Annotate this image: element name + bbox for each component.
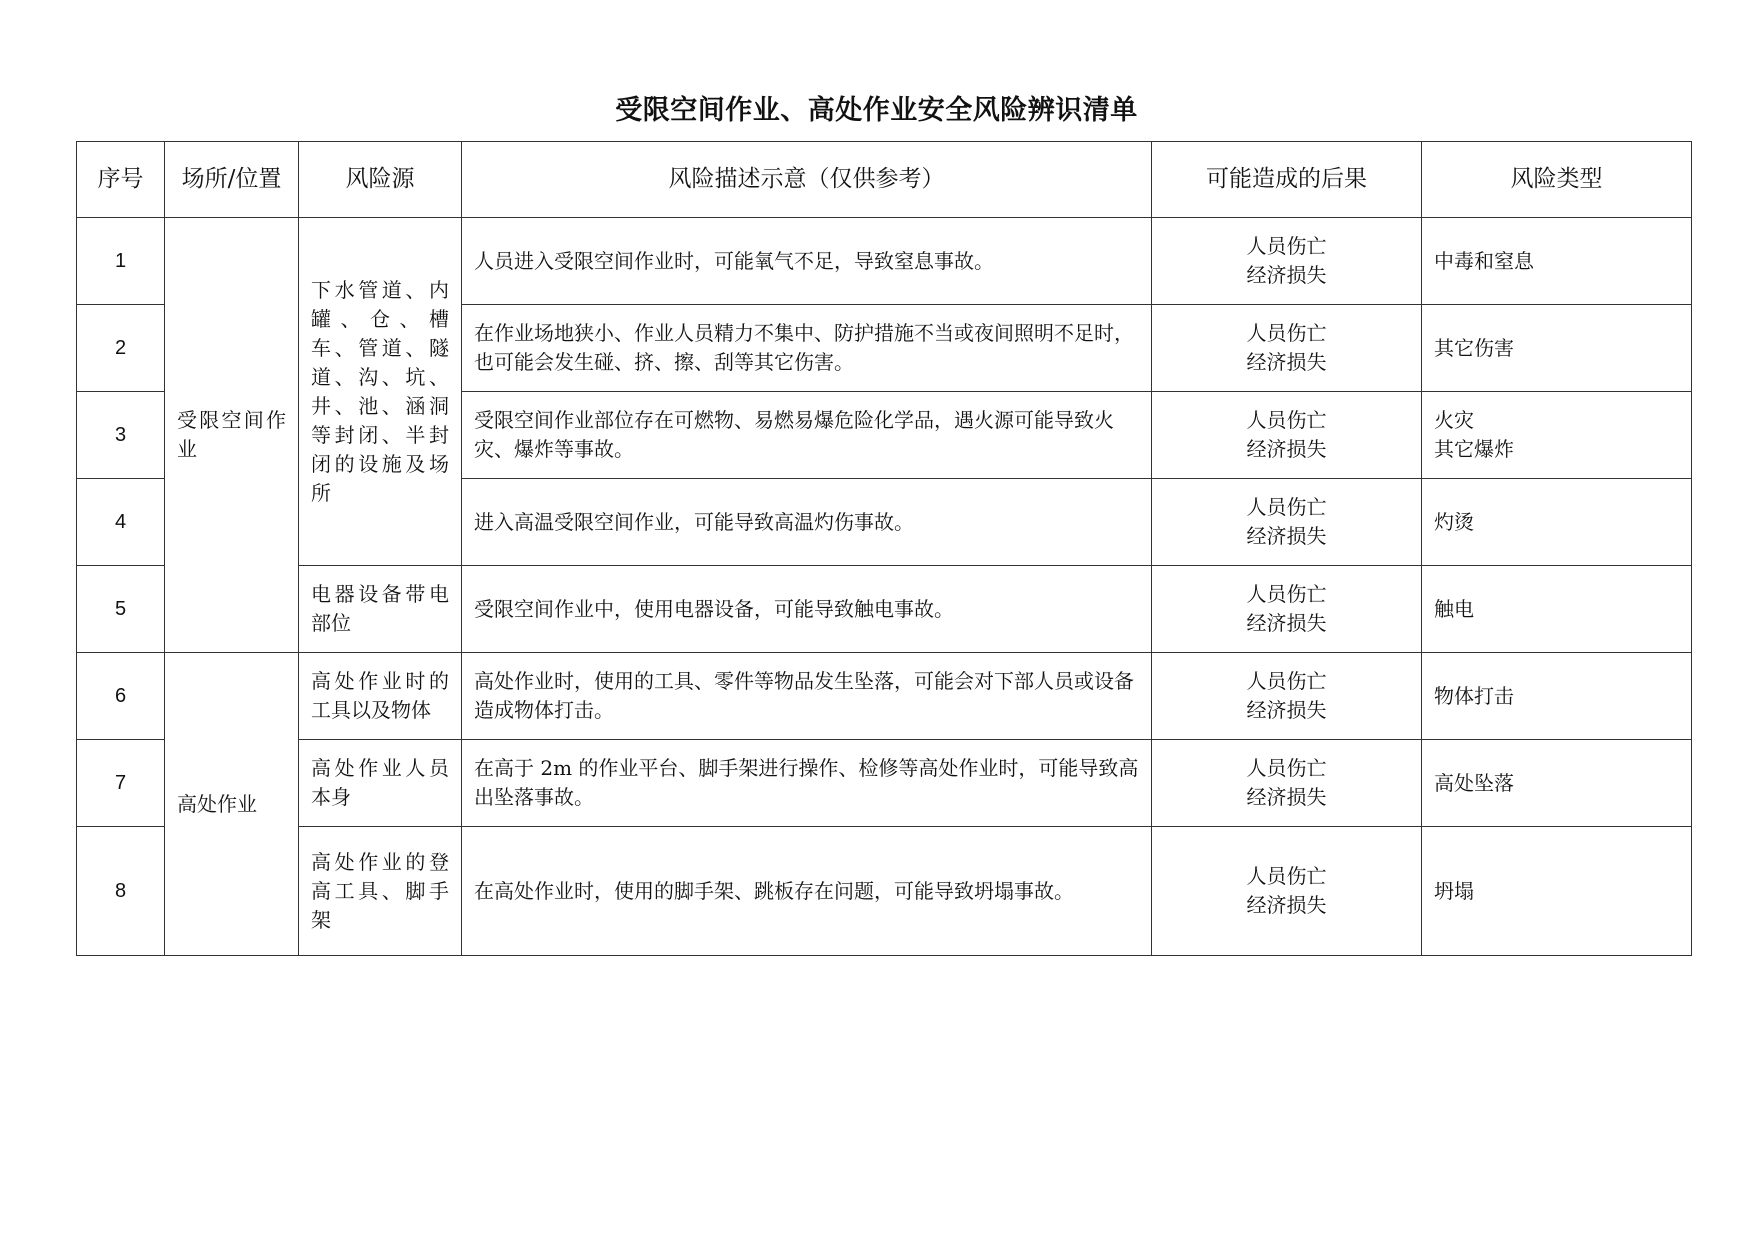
row-number: 8	[77, 827, 165, 956]
consequence-cell	[1152, 827, 1422, 956]
consequence-economic-loss: 经济损失	[1246, 785, 1327, 809]
consequence-cell	[1152, 305, 1422, 392]
risk-type-fire: 火灾	[1434, 408, 1474, 432]
risk-type: 其它伤害	[1422, 305, 1692, 392]
consequence-cell	[1152, 392, 1422, 479]
consequence-economic-loss: 经济损失	[1246, 437, 1327, 461]
row-number: 7	[77, 740, 165, 827]
risk-description: 高处作业时，使用的工具、零件等物品发生坠落，可能会对下部人员或设备造成物体打击。	[462, 653, 1152, 740]
row-number: 2	[77, 305, 165, 392]
header-description: 风险描述示意（仅供参考）	[462, 142, 1152, 218]
header-type: 风险类型	[1422, 142, 1692, 218]
source-tools-objects: 高处作业时的工具以及物体	[299, 653, 462, 740]
source-climbing-tools: 高处作业的登高工具、脚手架	[299, 827, 462, 956]
row-number: 3	[77, 392, 165, 479]
consequence-economic-loss: 经济损失	[1246, 524, 1327, 548]
risk-type: 中毒和窒息	[1422, 218, 1692, 305]
consequence-economic-loss: 经济损失	[1246, 698, 1327, 722]
consequence-casualties: 人员伤亡	[1246, 321, 1327, 345]
table-row	[77, 653, 1692, 740]
table-row	[77, 566, 1692, 653]
row-number: 4	[77, 479, 165, 566]
risk-type: 物体打击	[1422, 653, 1692, 740]
consequence-casualties: 人员伤亡	[1246, 669, 1327, 693]
risk-description: 人员进入受限空间作业时，可能氧气不足，导致窒息事故。	[462, 218, 1152, 305]
source-confined-facilities: 下水管道、内罐、仓、槽车、管道、隧道、沟、坑、井、池、涵洞等封闭、半封闭的设施及场所	[299, 218, 462, 566]
risk-description: 在作业场地狭小、作业人员精力不集中、防护措施不当或夜间照明不足时，也可能会发生碰、挤、擦、刮等其它伤害。	[462, 305, 1152, 392]
risk-description: 受限空间作业中，使用电器设备，可能导致触电事故。	[462, 566, 1152, 653]
header-row	[77, 142, 1692, 218]
header-source: 风险源	[299, 142, 462, 218]
page-title: 受限空间作业、高处作业安全风险辨识清单	[615, 95, 1138, 126]
consequence-economic-loss: 经济损失	[1246, 350, 1327, 374]
consequence-casualties: 人员伤亡	[1246, 495, 1327, 519]
consequence-cell	[1152, 653, 1422, 740]
consequence-cell	[1152, 566, 1422, 653]
header-location: 场所/位置	[165, 142, 299, 218]
location-confined-space: 受限空间作业	[165, 218, 299, 653]
consequence-economic-loss: 经济损失	[1246, 611, 1327, 635]
risk-type-explosion: 其它爆炸	[1434, 437, 1514, 461]
risk-type: 高处坠落	[1422, 740, 1692, 827]
risk-description: 进入高温受限空间作业，可能导致高温灼伤事故。	[462, 479, 1152, 566]
risk-type: 灼烫	[1422, 479, 1692, 566]
consequence-economic-loss: 经济损失	[1246, 263, 1327, 287]
risk-type: 坍塌	[1422, 827, 1692, 956]
consequence-casualties: 人员伤亡	[1246, 408, 1327, 432]
table-row	[77, 740, 1692, 827]
risk-description: 在高于 2m 的作业平台、脚手架进行操作、检修等高处作业时，可能导致高出坠落事故。	[462, 740, 1152, 827]
header-consequence: 可能造成的后果	[1152, 142, 1422, 218]
consequence-casualties: 人员伤亡	[1246, 756, 1327, 780]
source-workers: 高处作业人员本身	[299, 740, 462, 827]
consequence-cell	[1152, 740, 1422, 827]
header-no: 序号	[77, 142, 165, 218]
risk-type	[1422, 392, 1692, 479]
consequence-casualties: 人员伤亡	[1246, 234, 1327, 258]
consequence-economic-loss: 经济损失	[1246, 893, 1327, 917]
table-row	[77, 827, 1692, 956]
consequence-casualties: 人员伤亡	[1246, 864, 1327, 888]
consequence-cell	[1152, 479, 1422, 566]
source-electrical: 电器设备带电部位	[299, 566, 462, 653]
consequence-cell	[1152, 218, 1422, 305]
risk-description: 在高处作业时，使用的脚手架、跳板存在问题，可能导致坍塌事故。	[462, 827, 1152, 956]
location-working-at-height: 高处作业	[165, 653, 299, 956]
risk-description: 受限空间作业部位存在可燃物、易燃易爆危险化学品，遇火源可能导致火灾、爆炸等事故。	[462, 392, 1152, 479]
risk-type: 触电	[1422, 566, 1692, 653]
table-row	[77, 218, 1692, 305]
consequence-casualties: 人员伤亡	[1246, 582, 1327, 606]
risk-table	[76, 141, 1692, 956]
row-number: 5	[77, 566, 165, 653]
row-number: 6	[77, 653, 165, 740]
row-number: 1	[77, 218, 165, 305]
